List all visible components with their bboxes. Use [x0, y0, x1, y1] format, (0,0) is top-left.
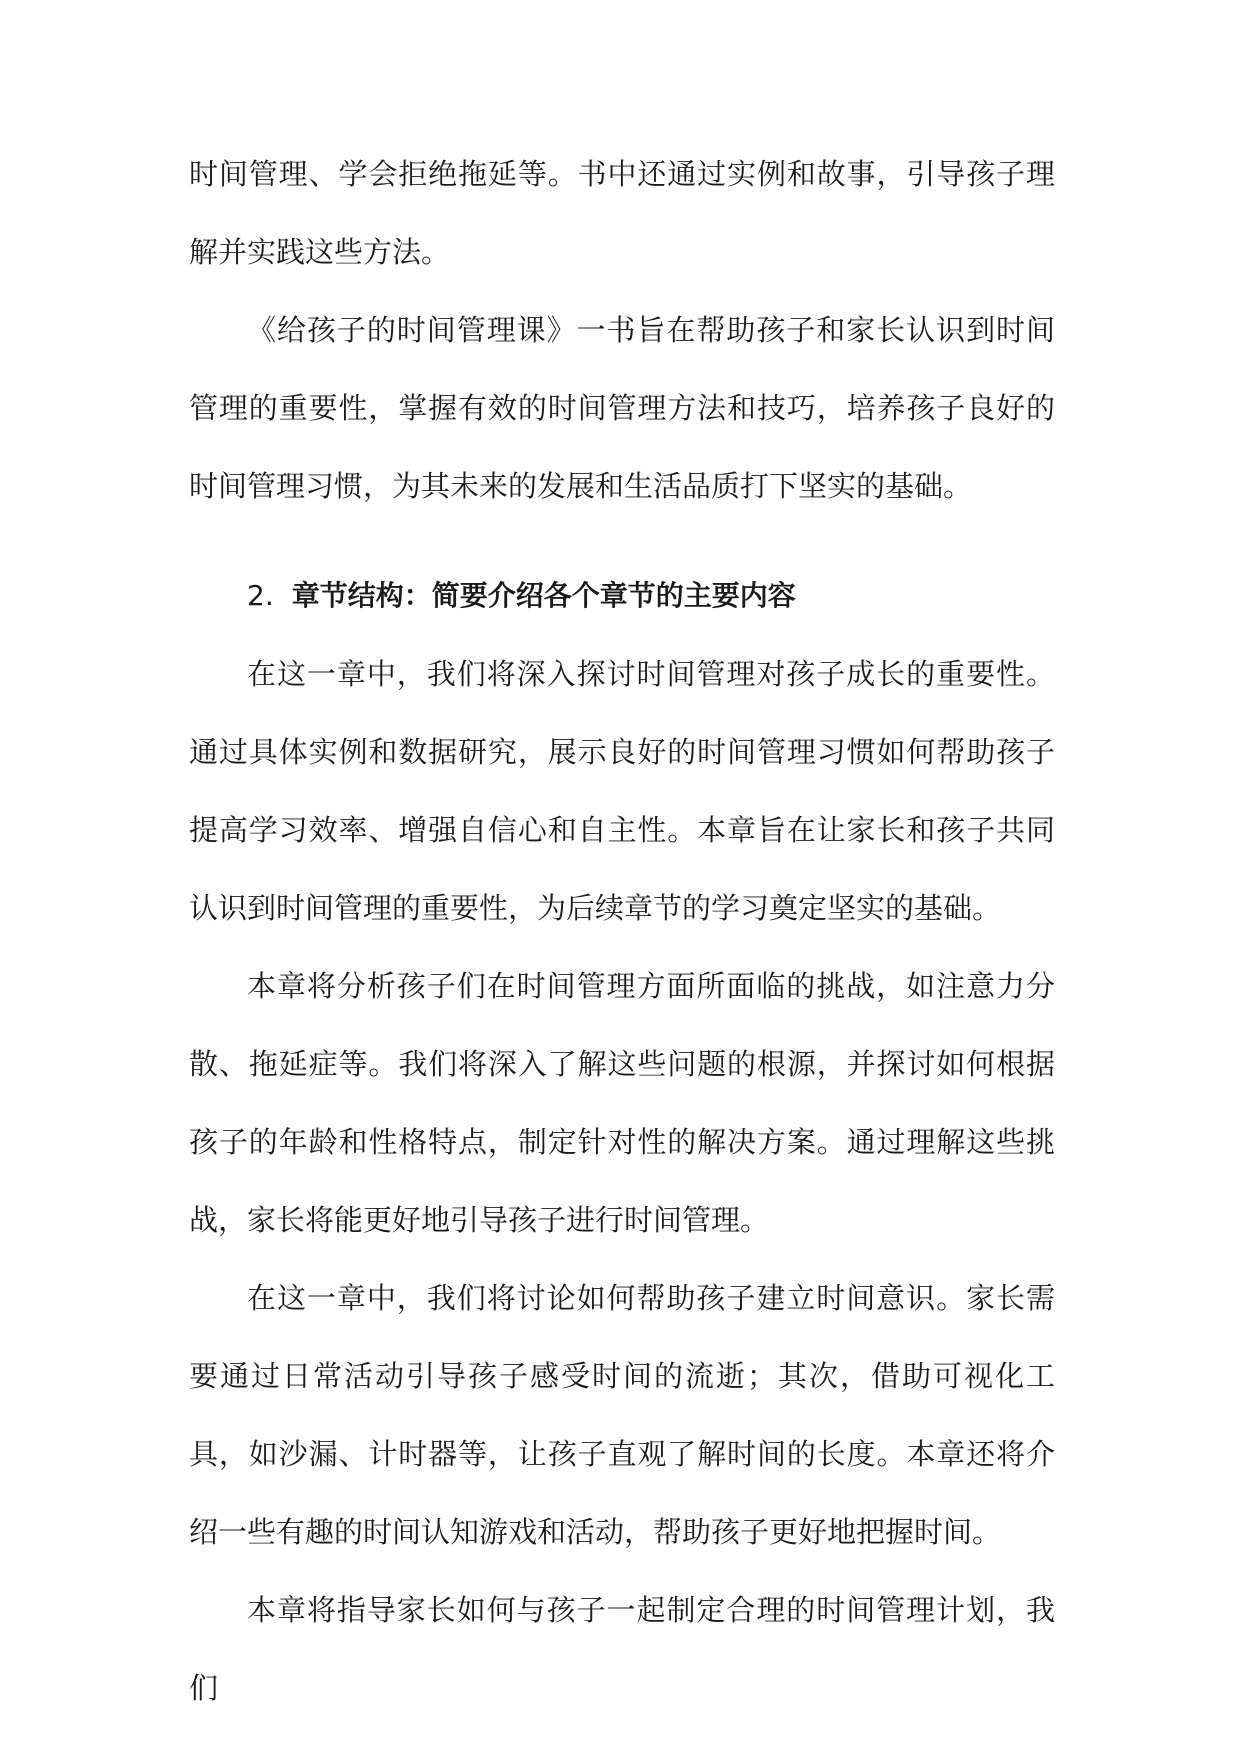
- paragraph-continuation: 时间管理、学会拒绝拖延等。书中还通过实例和故事，引导孩子理解并实践这些方法。: [189, 157, 1055, 269]
- paragraph-chapter-planning: 本章将指导家长如何与孩子一起制定合理的时间管理计划，我们: [189, 1593, 1055, 1705]
- section-number: 2.: [247, 579, 274, 612]
- paragraph-chapter-time-awareness: 在这一章中，我们将讨论如何帮助孩子建立时间意识。家长需要通过日常活动引导孩子感受时间的流逝；其次，借助可视化工具，如沙漏、计时器等，让孩子直观了解时间的长度。本章还将介绍一些有趣的时间认知游戏和活动，帮助孩子更好地把握时间。: [189, 1281, 1055, 1549]
- section-title: 章节结构：简要介绍各个章节的主要内容: [291, 579, 796, 612]
- paragraph-book-purpose: 《给孩子的时间管理课》一书旨在帮助孩子和家长认识到时间管理的重要性，掌握有效的时间管理方法和技巧，培养孩子良好的时间管理习惯，为其未来的发展和生活品质打下坚实的基础。: [189, 313, 1055, 503]
- paragraph-chapter-challenges: 本章将分析孩子们在时间管理方面所面临的挑战，如注意力分散、拖延症等。我们将深入了解这些问题的根源，并探讨如何根据孩子的年龄和性格特点，制定针对性的解决方案。通过理解这些挑战，家长将能更好地引导孩子进行时间管理。: [189, 969, 1055, 1237]
- paragraph-chapter-importance: 在这一章中，我们将深入探讨时间管理对孩子成长的重要性。通过具体实例和数据研究，展示良好的时间管理习惯如何帮助孩子提高学习效率、增强自信心和自主性。本章旨在让家长和孩子共同认识到时间管理的重要性，为后续章节的学习奠定坚实的基础。: [189, 657, 1055, 925]
- document-body: [189, 135, 1055, 1727]
- section-heading: [189, 557, 1055, 635]
